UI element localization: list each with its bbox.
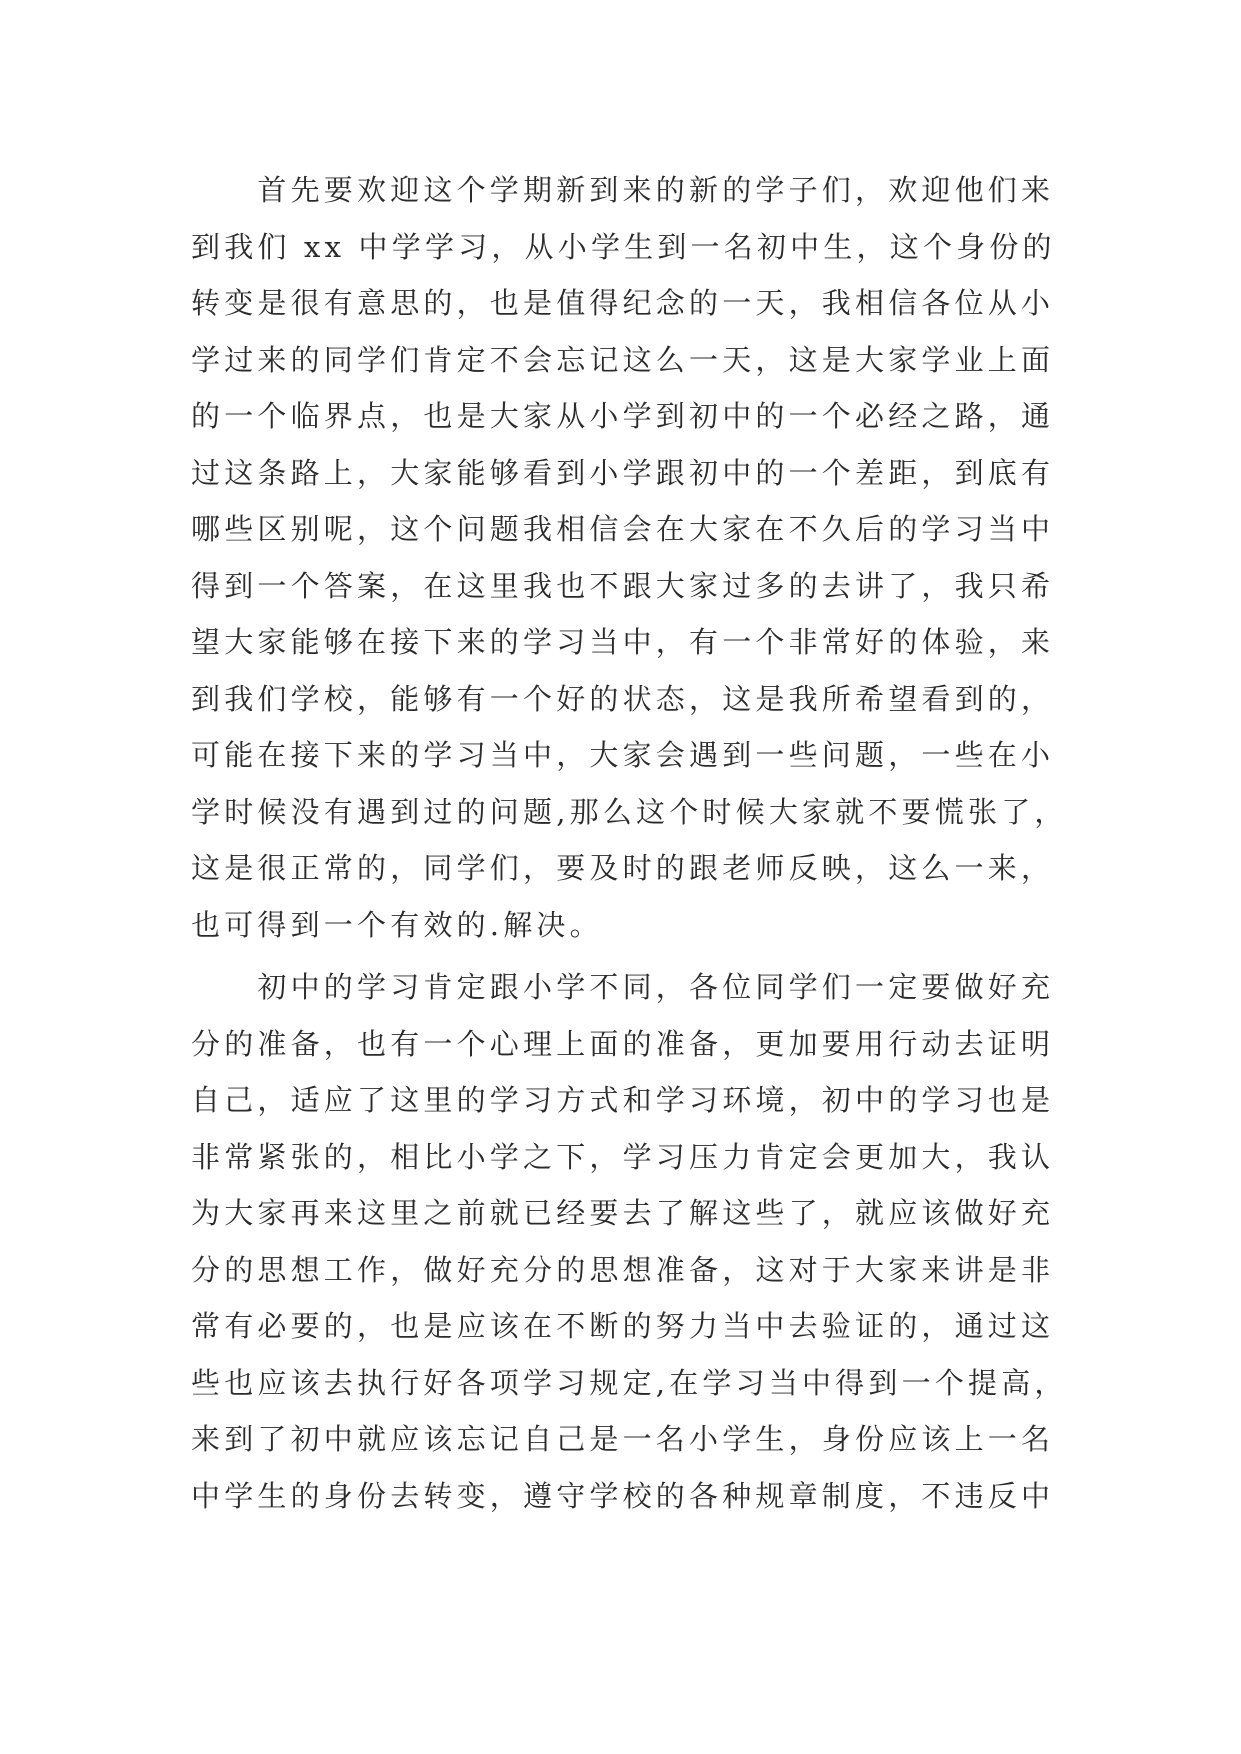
text-line: 分的思想工作，做好充分的思想准备，这对于大家来讲是非 — [191, 1252, 1055, 1287]
text-line: 为大家再来这里之前就已经要去了解这些了，就应该做好充 — [191, 1196, 1055, 1230]
text-line: 过这条路上，大家能够看到小学跟初中的一个差距，到底有 — [191, 455, 1055, 490]
text-line: 非常紧张的，相比小学之下，学习压力肯定会更加大，我认 — [191, 1139, 1055, 1174]
paragraph-2 — [191, 959, 1068, 1524]
text-line: 望大家能够在接下来的学习当中，有一个非常好的体验，来 — [191, 625, 1055, 659]
document-body — [191, 162, 1068, 1524]
text-line: 自己，适应了这里的学习方式和学习环境，初中的学习也是 — [191, 1083, 1055, 1117]
text-line: 学时候没有遇到过的问题,那么这个时候大家就不要慌张了， — [191, 794, 1068, 829]
text-line: 学过来的同学们肯定不会忘记这么一天，这是大家学业上面 — [191, 342, 1055, 377]
text-line: 转变是很有意思的，也是值得纪念的一天，我相信各位从小 — [191, 286, 1055, 320]
text-line: 到我们 xx 中学学习，从小学生到一名初中生，这个身份的 — [191, 229, 1056, 264]
text-line: 些也应该去执行好各项学习规定,在学习当中得到一个提高， — [191, 1365, 1068, 1400]
text-line: 中学生的身份去转变，遵守学校的各种规章制度，不违反中 — [191, 1478, 1055, 1513]
text-line: 哪些区别呢，这个问题我相信会在大家在不久后的学习当中 — [191, 512, 1055, 546]
text-line: 分的准备，也有一个心理上面的准备，更加要用行动去证明 — [191, 1026, 1055, 1061]
text-line: 到我们学校，能够有一个好的状态，这是我所希望看到的， — [191, 681, 1055, 716]
text-line: 的一个临界点，也是大家从小学到初中的一个必经之路，通 — [191, 399, 1055, 433]
text-line: 可能在接下来的学习当中，大家会遇到一些问题，一些在小 — [191, 738, 1055, 772]
text-line: 常有必要的，也是应该在不断的努力当中去验证的，通过这 — [191, 1309, 1055, 1343]
text-line: 首先要欢迎这个学期新到来的新的学子们，欢迎他们来 — [191, 173, 1055, 207]
text-line: 也可得到一个有效的.解决。 — [191, 907, 603, 942]
text-line: 这是很正常的，同学们，要及时的跟老师反映，这么一来， — [191, 851, 1055, 885]
paragraph-1 — [191, 162, 1068, 953]
text-line: 得到一个答案，在这里我也不跟大家过多的去讲了，我只希 — [191, 568, 1055, 603]
text-line: 来到了初中就应该忘记自己是一名小学生，身份应该上一名 — [191, 1422, 1055, 1456]
text-line: 初中的学习肯定跟小学不同，各位同学们一定要做好充 — [191, 970, 1055, 1004]
